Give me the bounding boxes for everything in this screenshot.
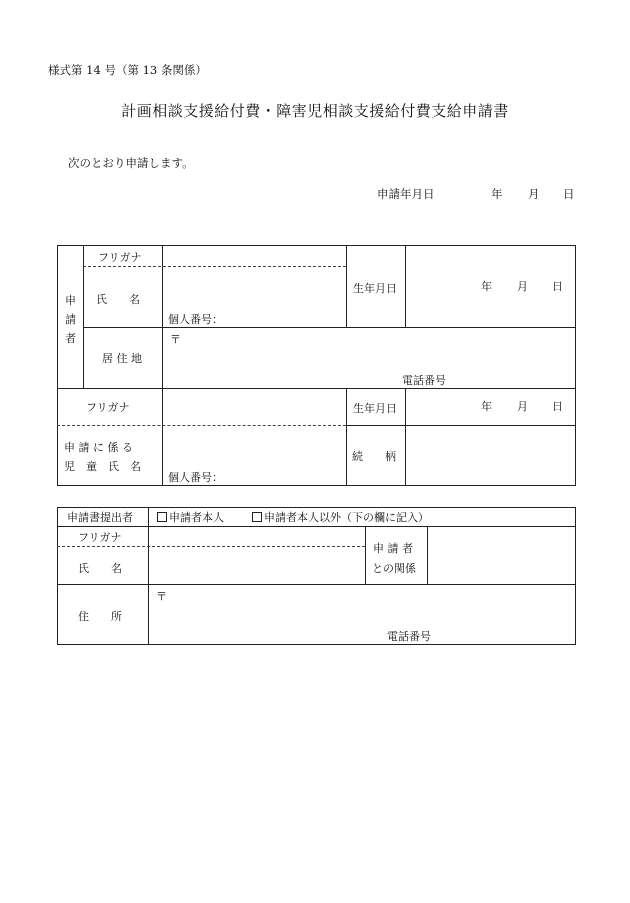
applicant-label: 請 <box>65 313 76 326</box>
furigana-label: フリガナ <box>98 251 142 264</box>
submitter-postal-mark[interactable]: 〒 <box>156 590 167 603</box>
submitter-name-label: 氏 名 <box>78 562 122 575</box>
applicant-label: 申 <box>65 294 76 307</box>
divider <box>346 245 347 328</box>
divider <box>365 526 366 584</box>
applicant-label: 者 <box>65 332 76 345</box>
submitter-phone-label: 電話番号 <box>387 630 431 643</box>
option-self[interactable] <box>157 512 224 523</box>
phone-label: 電話番号 <box>402 374 446 387</box>
child-furigana-input[interactable] <box>163 389 346 425</box>
option-self-label: 申請者本人 <box>169 511 224 524</box>
child-personal-number-label: 個人番号： <box>168 471 223 484</box>
child-furigana-label: フリガナ <box>86 401 130 414</box>
divider <box>57 584 576 585</box>
divider <box>405 245 406 328</box>
relation-label: との関係 <box>372 562 416 575</box>
child-birth-year[interactable]: 年 <box>481 400 492 413</box>
application-date-month[interactable]: 月 <box>528 187 540 201</box>
child-name-label: 児 童 氏 名 <box>64 460 141 473</box>
page-title: 計画相談支援給付費・障害児相談支援給付費支給申請書 <box>121 102 509 120</box>
divider <box>346 388 347 486</box>
relation-input[interactable] <box>428 527 575 584</box>
submitter-furigana-label: フリガナ <box>78 531 122 544</box>
child-birth-day[interactable]: 日 <box>552 400 563 413</box>
divider <box>83 327 576 328</box>
submitter-address-label: 住 所 <box>78 610 122 623</box>
application-date-label: 申請年月日 <box>377 187 435 201</box>
birth-date-label: 生年月日 <box>353 282 397 295</box>
personal-number-label: 個人番号： <box>168 313 223 326</box>
furigana-input[interactable] <box>163 246 346 266</box>
application-date-year[interactable]: 年 <box>491 187 503 201</box>
child-birth-date-label: 生年月日 <box>353 402 397 415</box>
option-other[interactable] <box>252 512 429 523</box>
postal-mark[interactable]: 〒 <box>170 333 181 346</box>
submitter-label: 申請書提出者 <box>67 511 133 524</box>
form-reference: 様式第 14 号（第 13 条関係） <box>48 63 207 77</box>
checkbox-other[interactable] <box>252 512 262 522</box>
checkbox-self[interactable] <box>157 512 167 522</box>
birth-year[interactable]: 年 <box>481 280 492 293</box>
submitter-name-input[interactable] <box>149 547 365 584</box>
option-other-label: 申請者本人以外（下の欄に記入） <box>264 511 429 524</box>
application-date-day[interactable]: 日 <box>563 187 575 201</box>
name-label: 氏 名 <box>96 293 140 306</box>
intro-text: 次のとおり申請します。 <box>68 156 194 170</box>
child-birth-month[interactable]: 月 <box>517 400 528 413</box>
birth-day[interactable]: 日 <box>552 280 563 293</box>
relationship-label: 続 柄 <box>352 450 396 463</box>
birth-month[interactable]: 月 <box>517 280 528 293</box>
child-name-label: 申 請 に 係 る <box>64 441 133 454</box>
relation-label: 申 請 者 <box>373 542 413 555</box>
divider <box>57 425 346 426</box>
submitter-furigana-input[interactable] <box>149 527 365 546</box>
address-label: 居 住 地 <box>102 352 142 365</box>
relationship-input[interactable] <box>406 426 575 485</box>
